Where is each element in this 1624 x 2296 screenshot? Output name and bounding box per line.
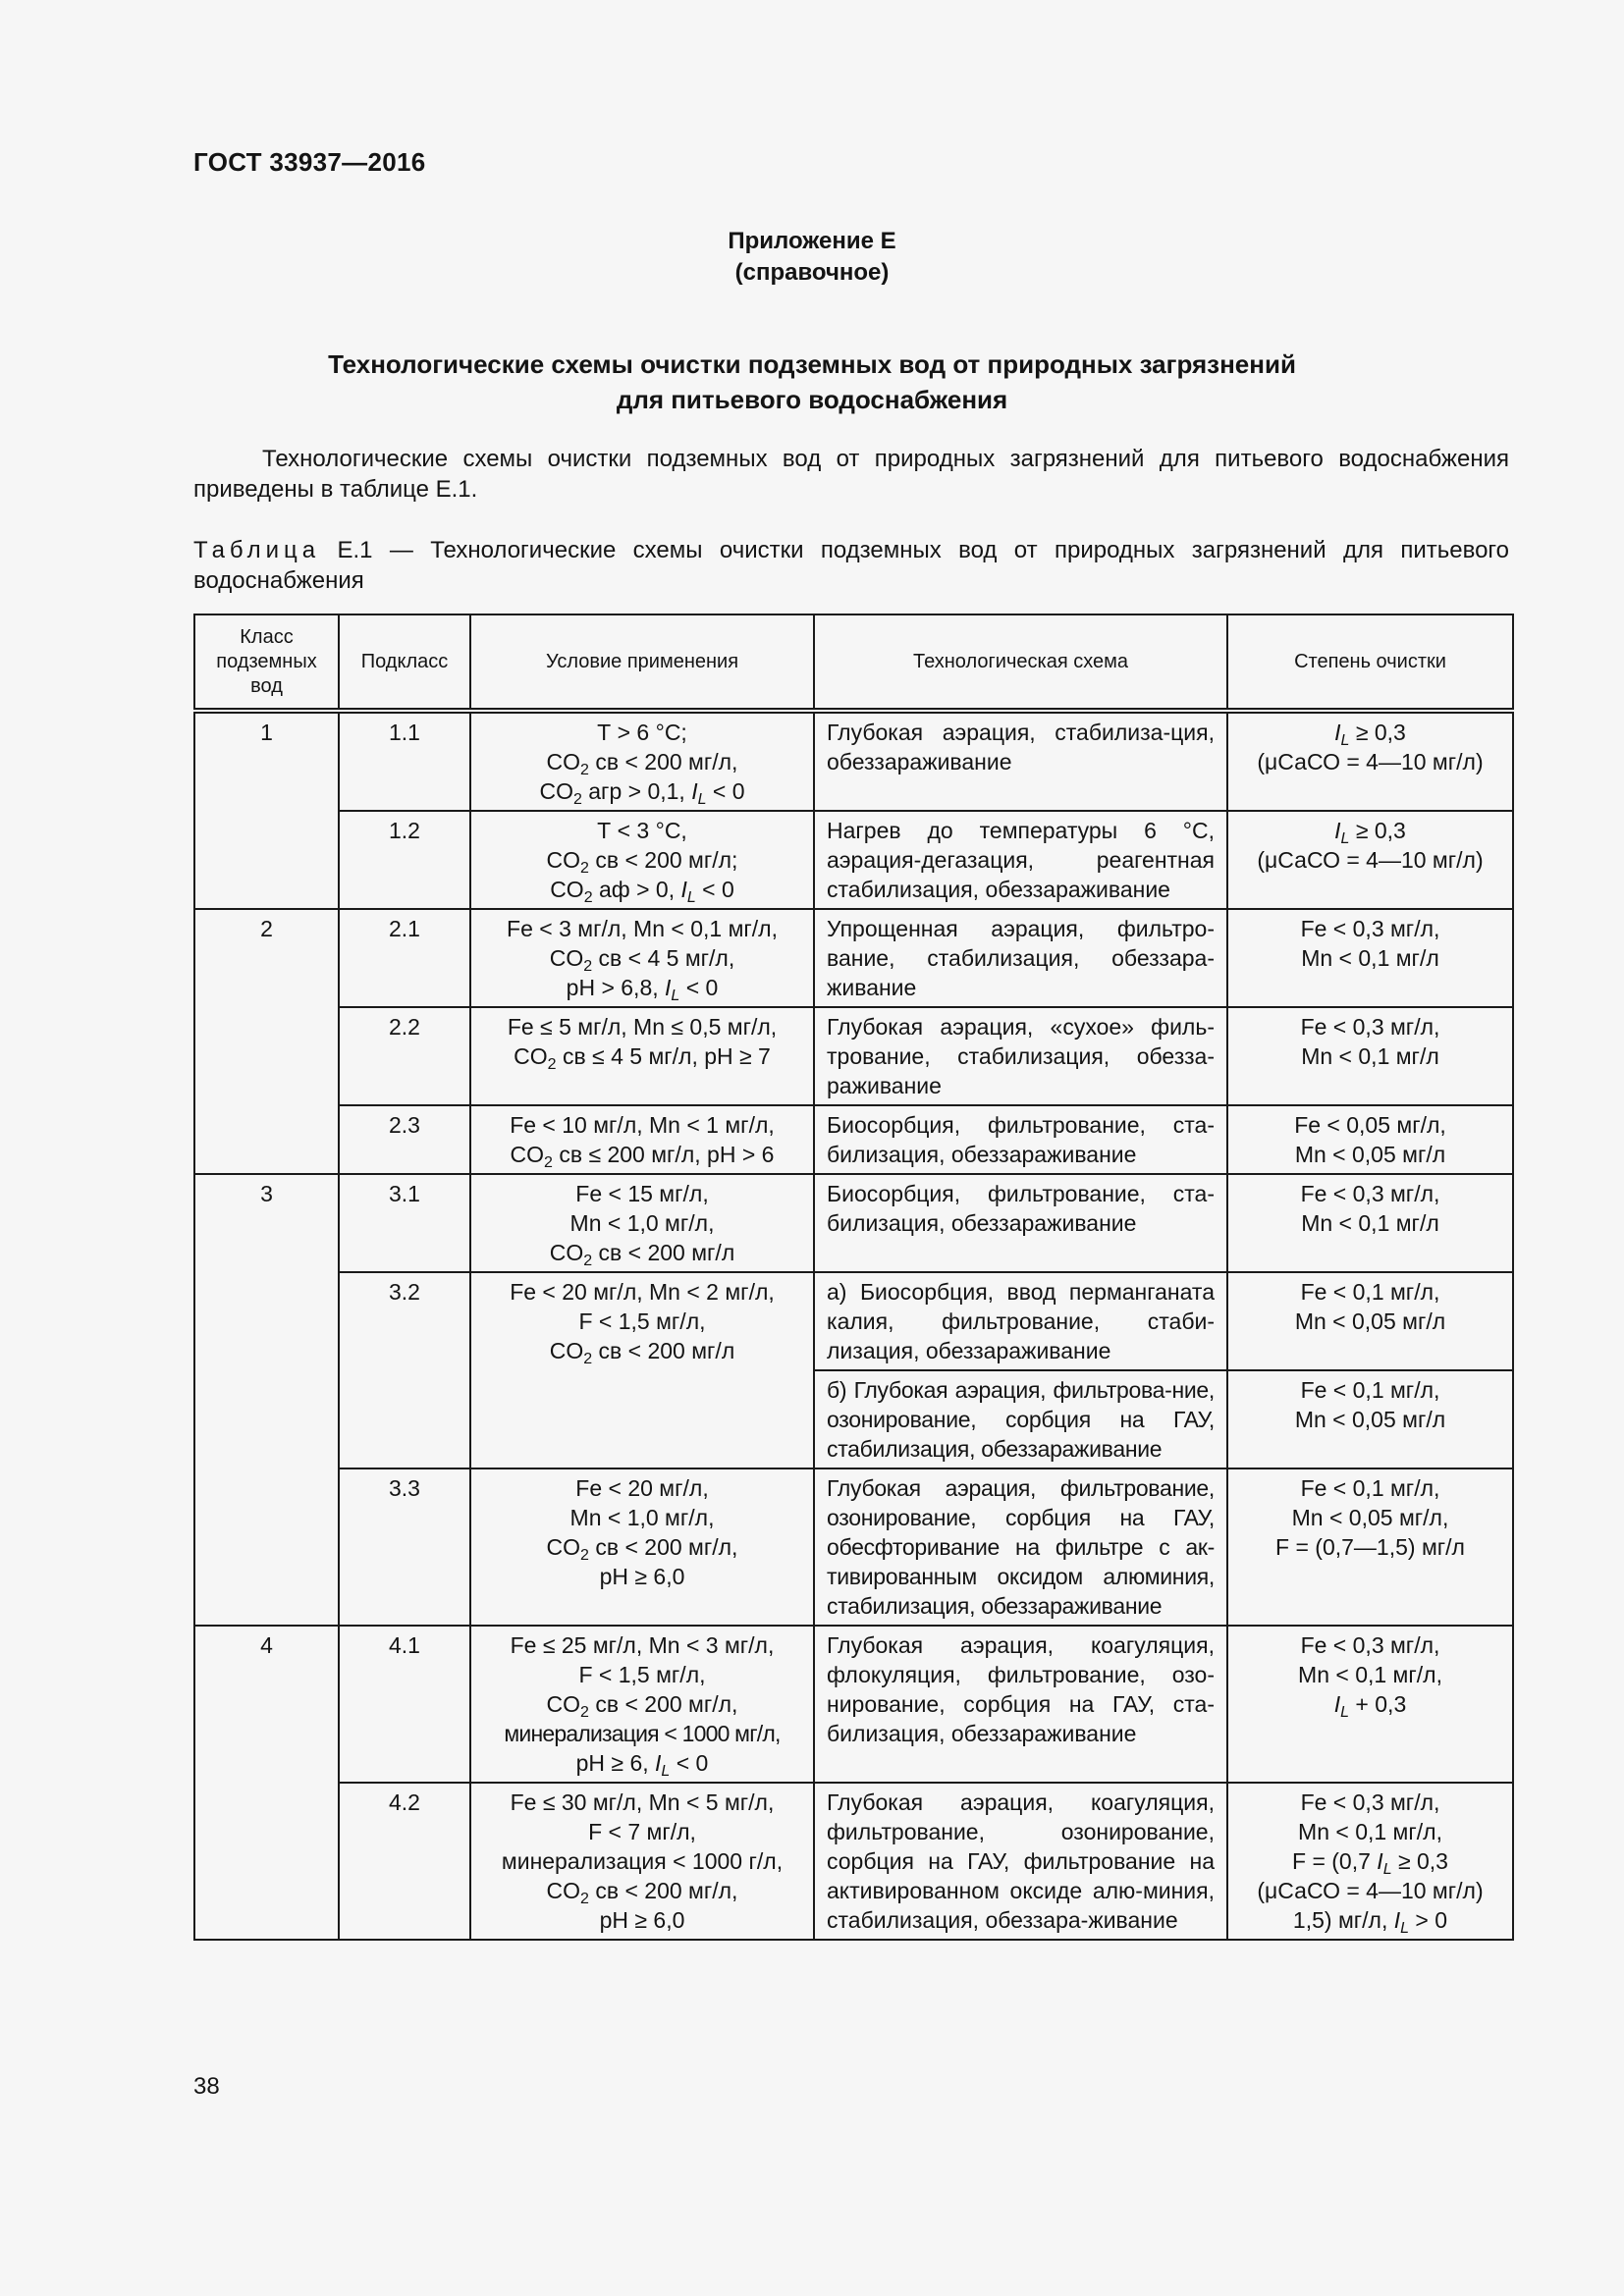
scheme-cell: Глубокая аэрация, «сухое» филь-трование, стабилизация, обезза-раживание bbox=[814, 1007, 1227, 1105]
class-cell: 2 bbox=[194, 909, 339, 1174]
appendix-label: Приложение Е bbox=[728, 228, 896, 254]
header-condition: Условие применения bbox=[470, 614, 814, 711]
degree-cell: Fe < 0,05 мг/л, Mn < 0,05 мг/л bbox=[1227, 1105, 1513, 1174]
subclass-cell: 2.3 bbox=[339, 1105, 470, 1174]
condition-cell: Fe < 15 мг/л, Mn < 1,0 мг/л, $CO_2$ св < 200 мг/л bbox=[470, 1174, 814, 1272]
table-row bbox=[194, 1105, 1513, 1174]
header-scheme: Технологическая схема bbox=[814, 614, 1227, 711]
table-row bbox=[194, 1783, 1513, 1940]
scheme-cell: Биосорбция, фильтрование, ста-билизация, обеззараживание bbox=[814, 1105, 1227, 1174]
degree-cell: $I_L \ge 0,3$ (μСаСО = 4—10 мг/л) bbox=[1227, 811, 1513, 909]
table-row bbox=[194, 1174, 1513, 1272]
subclass-cell: 3.3 bbox=[339, 1468, 470, 1626]
subclass-cell: 3.1 bbox=[339, 1174, 470, 1272]
table-row bbox=[194, 1272, 1513, 1370]
document-code: ГОСТ 33937—2016 bbox=[193, 147, 426, 177]
scheme-cell: Глубокая аэрация, стабилиза-ция, обеззараживание bbox=[814, 711, 1227, 811]
degree-cell: Fe < 0,1 мг/л, Mn < 0,05 мг/л, F = (0,7—1,5) мг/л bbox=[1227, 1468, 1513, 1626]
scheme-cell: Глубокая аэрация, коагуляция, фильтрование, озонирование, сорбция на ГАУ, фильтрование на активированном оксиде алю-миния, стабилизация, обеззара-живание bbox=[814, 1783, 1227, 1940]
degree-cell: Fe < 0,3 мг/л, Mn < 0,1 мг/л, $I_L + 0,3$ bbox=[1227, 1626, 1513, 1783]
title-line-2: для питьевого водоснабжения bbox=[616, 385, 1008, 414]
scheme-cell: б) Глубокая аэрация, фильтрова-ние, озонирование, сорбция на ГАУ, стабилизация, обеззараживание bbox=[814, 1370, 1227, 1468]
class-cell: 1 bbox=[194, 711, 339, 909]
scheme-cell: Глубокая аэрация, фильтрование, озонирование, сорбция на ГАУ, обесфторивание на фильтре с ак-тивированным оксидом алюминия, стабилизация, обеззараживание bbox=[814, 1468, 1227, 1626]
intro-paragraph: Технологические схемы очистки подземных вод от природных загрязнений для питьевого водоснабжения приведены в таблице Е.1. bbox=[193, 446, 1509, 503]
scheme-cell: Биосорбция, фильтрование, ста-билизация, обеззараживание bbox=[814, 1174, 1227, 1272]
table-row bbox=[194, 711, 1513, 811]
degree-cell: Fe < 0,1 мг/л, Mn < 0,05 мг/л bbox=[1227, 1370, 1513, 1468]
subclass-cell: 1.2 bbox=[339, 811, 470, 909]
header-degree: Степень очистки bbox=[1227, 614, 1513, 711]
condition-cell: Fe ≤ 30 мг/л, Mn < 5 мг/л, F < 7 мг/л, минерализация < 1000 г/л, $CO_2$ св < 200 мг/л, рН ≥ 6,0 bbox=[470, 1783, 814, 1940]
appendix-type: (справочное) bbox=[734, 259, 890, 286]
caption-prefix: Таблица bbox=[193, 537, 321, 563]
scheme-cell: Глубокая аэрация, коагуляция, флокуляция, фильтрование, озо-нирование, сорбция на ГАУ, ста-билизация, обеззараживание bbox=[814, 1626, 1227, 1783]
scheme-cell: Нагрев до температуры 6 °С, аэрация-дегазация, реагентная стабилизация, обеззараживание bbox=[814, 811, 1227, 909]
table-caption bbox=[193, 535, 1509, 596]
condition-cell: Т < 3 °С, $CO_2$ св < 200 мг/л; $CO_2$ аф > 0, $I_L < 0$ bbox=[470, 811, 814, 909]
title-line-1: Технологические схемы очистки подземных вод от природных загрязнений bbox=[328, 349, 1296, 379]
degree-cell: Fe < 0,3 мг/л, Mn < 0,1 мг/л, F = (0,7 $I_L \ge 0,3$ (μСаСО = 4—10 мг/л) 1,5) мг/л, $I_L > 0$ bbox=[1227, 1783, 1513, 1940]
table-row bbox=[194, 1626, 1513, 1783]
class-cell: 3 bbox=[194, 1174, 339, 1626]
scheme-cell: Упрощенная аэрация, фильтро-вание, стабилизация, обеззара-живание bbox=[814, 909, 1227, 1007]
table-row bbox=[194, 1468, 1513, 1626]
subclass-cell: 4.1 bbox=[339, 1626, 470, 1783]
caption-text: Е.1 — Технологические схемы очистки подземных вод от природных загрязнений для питьевого водоснабжения bbox=[193, 537, 1509, 594]
subclass-cell: 2.1 bbox=[339, 909, 470, 1007]
degree-cell: $I_L \ge 0,3$ (μСаСО = 4—10 мг/л) bbox=[1227, 711, 1513, 811]
table-row bbox=[194, 811, 1513, 909]
subclass-cell: 4.2 bbox=[339, 1783, 470, 1940]
condition-cell: Fe < 10 мг/л, Mn < 1 мг/л, $CO_2$ св ≤ 200 мг/л, рН > 6 bbox=[470, 1105, 814, 1174]
subclass-cell: 1.1 bbox=[339, 711, 470, 811]
degree-cell: Fe < 0,3 мг/л, Mn < 0,1 мг/л bbox=[1227, 1174, 1513, 1272]
appendix-heading bbox=[0, 226, 1624, 289]
degree-cell: Fe < 0,3 мг/л, Mn < 0,1 мг/л bbox=[1227, 909, 1513, 1007]
condition-cell: Fe < 3 мг/л, Mn < 0,1 мг/л, $CO_2$ св < 4 5 мг/л, рН > 6,8, $I_L < 0$ bbox=[470, 909, 814, 1007]
degree-cell: Fe < 0,3 мг/л, Mn < 0,1 мг/л bbox=[1227, 1007, 1513, 1105]
condition-cell: Fe < 20 мг/л, Mn < 2 мг/л, F < 1,5 мг/л, $CO_2$ св < 200 мг/л bbox=[470, 1272, 814, 1468]
degree-cell: Fe < 0,1 мг/л, Mn < 0,05 мг/л bbox=[1227, 1272, 1513, 1370]
table-row bbox=[194, 1007, 1513, 1105]
condition-cell: Fe ≤ 5 мг/л, Mn ≤ 0,5 мг/л, $CO_2$ св ≤ 4 5 мг/л, рН ≥ 7 bbox=[470, 1007, 814, 1105]
condition-cell: Fe ≤ 25 мг/л, Mn < 3 мг/л, F < 1,5 мг/л, $CO_2$ св < 200 мг/л, минерализация < 1000 мг/л, рН ≥ 6, $I_L < 0$ bbox=[470, 1626, 814, 1783]
condition-cell: Т > 6 °С; $CO_2$ св < 200 мг/л, $CO_2$ агр > 0,1, $I_L < 0$ bbox=[470, 711, 814, 811]
table-header-row bbox=[194, 614, 1513, 711]
class-cell: 4 bbox=[194, 1626, 339, 1940]
treatment-table bbox=[193, 614, 1514, 1941]
subclass-cell: 2.2 bbox=[339, 1007, 470, 1105]
page-number: 38 bbox=[193, 2073, 220, 2100]
header-class: Класс подземных вод bbox=[194, 614, 339, 711]
header-subclass: Подкласс bbox=[339, 614, 470, 711]
table-row bbox=[194, 909, 1513, 1007]
appendix-title bbox=[0, 347, 1624, 417]
condition-cell: Fe < 20 мг/л, Mn < 1,0 мг/л, $CO_2$ св < 200 мг/л, рН ≥ 6,0 bbox=[470, 1468, 814, 1626]
scheme-cell: а) Биосорбция, ввод перманганата калия, фильтрование, стаби-лизация, обеззараживание bbox=[814, 1272, 1227, 1370]
subclass-cell: 3.2 bbox=[339, 1272, 470, 1468]
